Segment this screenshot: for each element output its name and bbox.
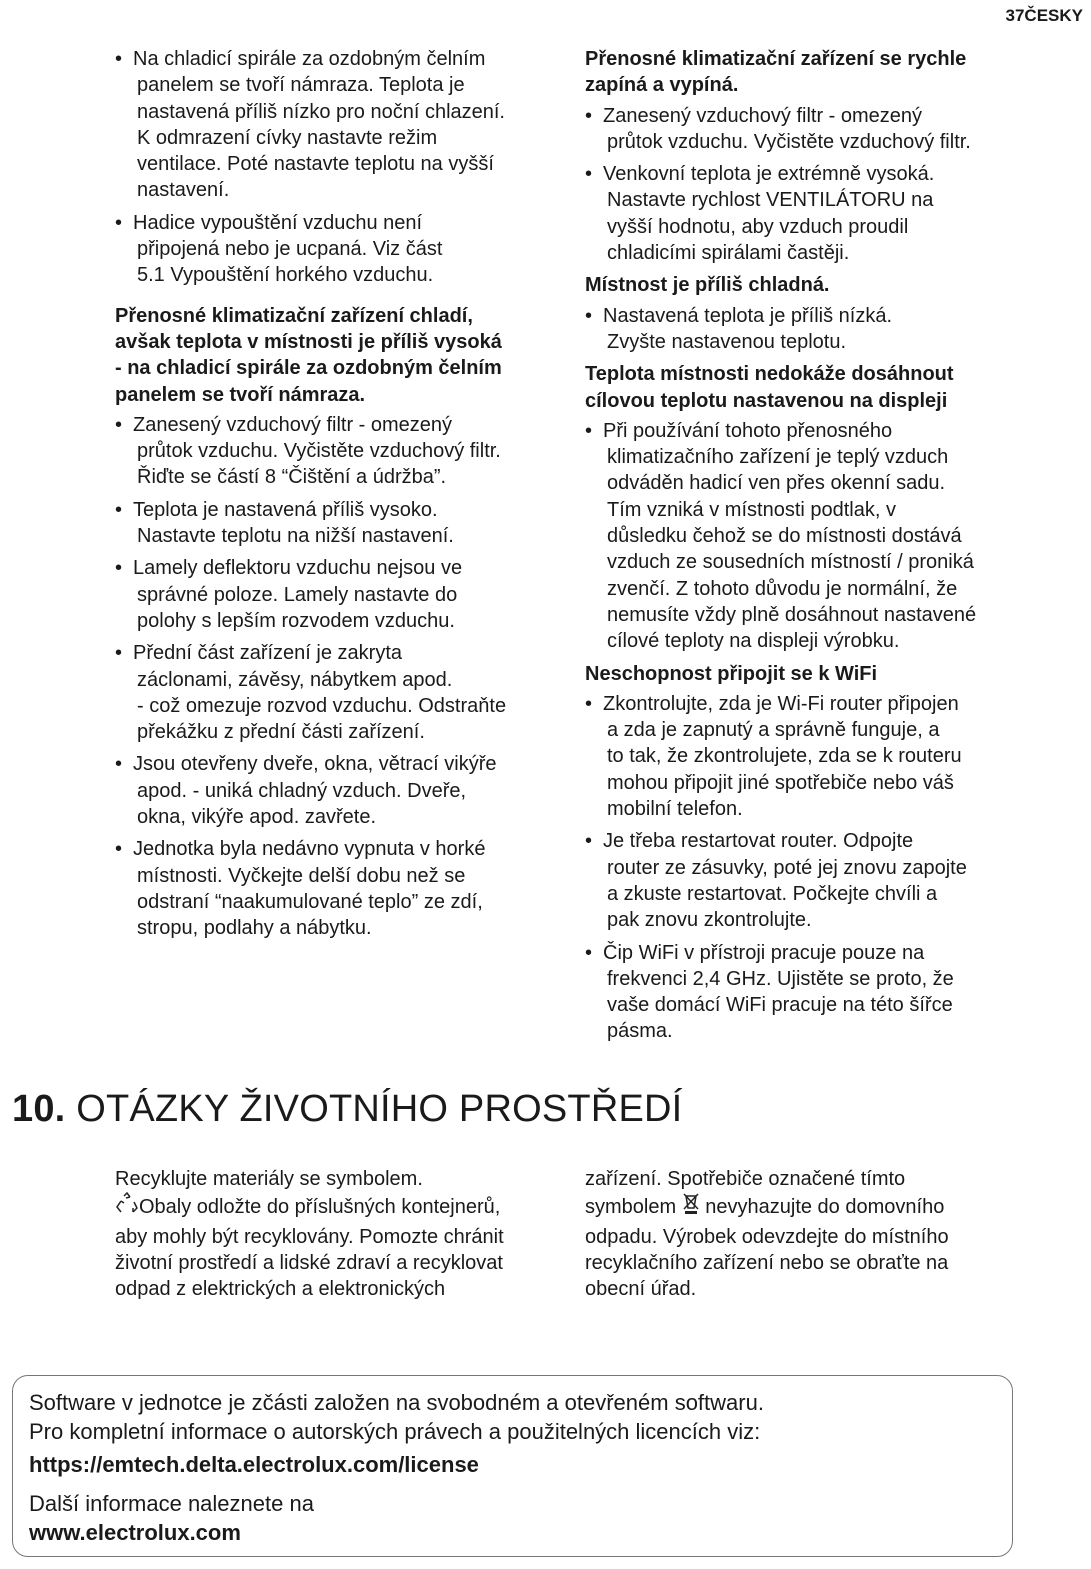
page-number: 37: [1005, 6, 1025, 25]
env-text: aby mohly být recyklovány. Pomozte chránit životní prostředí a lidské zdraví a recyklovat odpad z elektrických a elektronických: [115, 1225, 504, 1301]
bullet-text: • Jsou otevřeny dveře, okna, větrací vikýře apod. - uniká chladný vzduch. Dveře, okna, vikýře apod. zavřete.: [133, 753, 497, 829]
license-url-link[interactable]: https://emtech.delta.electrolux.com/license: [29, 1452, 479, 1477]
bullet-item: [585, 940, 1025, 1045]
bullet-item: [115, 497, 560, 550]
section-heading: [12, 1088, 682, 1131]
page-language: ČESKY: [1024, 6, 1083, 25]
section-number: 10.: [12, 1088, 66, 1130]
bullet-text: • Zkontrolujte, zda je Wi-Fi router připojen a zda je zapnutý a správně funguje, a to tak, že zkontrolujete, zda se k routeru mohou připojit jiné spotřebiče nebo váš mobilní telefon.: [603, 692, 962, 821]
bullet-item: [585, 303, 1025, 356]
problem-heading: Přenosné klimatizační zařízení chladí, avšak teplota v místnosti je příliš vysoká - na chladicí spirále za ozdobným čelním panelem se tvoří námraza.: [115, 304, 502, 406]
env-text: odpadu. Výrobek odevzdejte do místního recyklačního zařízení nebo se obraťte na obecní úřad.: [585, 1225, 949, 1301]
bullet-text: • Zanesený vzduchový filtr - omezený průtok vzduchu. Vyčistěte vzduchový filtr.: [603, 104, 971, 153]
bullet-item: [585, 828, 1025, 933]
license-line-1: Software v jednotce je zčásti založen na svobodném a otevřeném softwaru.: [29, 1390, 764, 1415]
env-text: Obaly odložte do příslušných kontejnerů,: [139, 1196, 501, 1219]
bullet-item: [115, 751, 560, 830]
troubleshooting-left-column: [115, 46, 560, 948]
env-text: Recyklujte materiály se symbolem.: [115, 1168, 423, 1190]
section-title: OTÁZKY ŽIVOTNÍHO PROSTŘEDÍ: [76, 1088, 683, 1130]
website-link[interactable]: www.electrolux.com: [29, 1520, 241, 1545]
bullet-text: • Čip WiFi v přístroji pracuje pouze na frekvenci 2,4 GHz. Ujistěte se proto, že vaše domácí WiFi pracuje na této šířce pásma.: [603, 941, 954, 1043]
environment-right-text: [585, 1166, 1025, 1302]
more-info-text: Další informace naleznete na: [29, 1491, 314, 1516]
bullet-item: [115, 210, 560, 289]
bullet-item: [115, 836, 560, 941]
env-text: nevyhazujte do domovního: [705, 1196, 945, 1219]
env-text: symbolem: [585, 1196, 677, 1219]
problem-heading: Neschopnost připojit se k WiFi: [585, 662, 878, 685]
problem-heading: Přenosné klimatizační zařízení se rychle zapíná a vypíná.: [585, 48, 967, 97]
recycle-icon: [115, 1192, 139, 1223]
bullet-item: [585, 691, 1025, 822]
bullet-item: [115, 412, 560, 491]
bullet-text: • Hadice vypouštění vzduchu není připojená nebo je ucpaná. Viz část 5.1 Vypouštění horkého vzduchu.: [133, 211, 443, 287]
bullet-item: [585, 161, 1025, 266]
bullet-item: [115, 555, 560, 634]
bullet-text: • Je třeba restartovat router. Odpojte router ze zásuvky, poté jej znovu zapojte a zkuste restartovat. Počkejte chvíli a pak znovu zkontrolujte.: [603, 830, 967, 932]
troubleshooting-right-column: [585, 46, 1025, 1051]
bullet-text: • Na chladicí spirále za ozdobným čelním panelem se tvoří námraza. Teplota je nastavená příliš nízko pro noční chlazení. K odmrazení cívky nastavte režim ventilace. Poté nastavte teplotu na vyšší nastavení.: [133, 48, 505, 202]
bullet-text: • Zanesený vzduchový filtr - omezený průtok vzduchu. Vyčistěte vzduchový filtr. Řiďte se částí 8 “Čištění a údržba”.: [133, 413, 501, 489]
license-info-box: [12, 1375, 1013, 1557]
bullet-item: [115, 46, 560, 204]
bullet-text: • Teplota je nastavená příliš vysoko. Nastavte teplotu na nižší nastavení.: [133, 498, 454, 548]
bullet-text: • Jednotka byla nedávno vypnuta v horké místnosti. Vyčkejte delší dobu než se odstraní “naakumulované teplo” ze zdí, stropu, podlahy a nábytku.: [133, 838, 486, 940]
environment-left-text: [115, 1166, 560, 1302]
page-header: [1006, 6, 1084, 26]
env-text: zařízení. Spotřebiče označené tímto: [585, 1168, 906, 1190]
bullet-item: [115, 640, 560, 745]
problem-heading: Místnost je příliš chladná.: [585, 274, 830, 297]
bullet-text: • Venkovní teplota je extrémně vysoká. Nastavte rychlost VENTILÁTORU na vyšší hodnotu, aby vzduch proudil chladicími spirálami častěji.: [603, 163, 935, 265]
bullet-item: [585, 418, 1025, 655]
license-line-2: Pro kompletní informace o autorských právech a použitelných licencích viz:: [29, 1419, 761, 1444]
bullet-text: • Lamely deflektoru vzduchu nejsou ve správné poloze. Lamely nastavte do polohy s lepším rozvodem vzduchu.: [133, 557, 463, 632]
bullet-text: • Při používání tohoto přenosného klimatizačního zařízení je teplý vzduch odváděn hadicí ven přes okenní sadu. Tím vzniká v místnosti podtlak, v důsledku čehož se do místnosti dostává vzduch ze sousedních místností / proniká zvenčí. Z tohoto důvodu je normální, že nemusíte vždy plně dosáhnout nastavené cílové teploty na displeji výrobku.: [603, 419, 977, 653]
bullet-item: [585, 103, 1025, 156]
problem-heading: Teplota místnosti nedokáže dosáhnout cílovou teplotu nastavenou na displeji: [585, 363, 954, 412]
bullet-text: • Nastavená teplota je příliš nízká. Zvyšte nastavenou teplotu.: [603, 304, 893, 353]
bullet-text: • Přední část zařízení je zakryta záclonami, závěsy, nábytkem apod. - což omezuje rozvod vzduchu. Odstraňte překážku z přední části zařízení.: [133, 642, 507, 744]
crossed-bin-icon: [682, 1192, 700, 1223]
